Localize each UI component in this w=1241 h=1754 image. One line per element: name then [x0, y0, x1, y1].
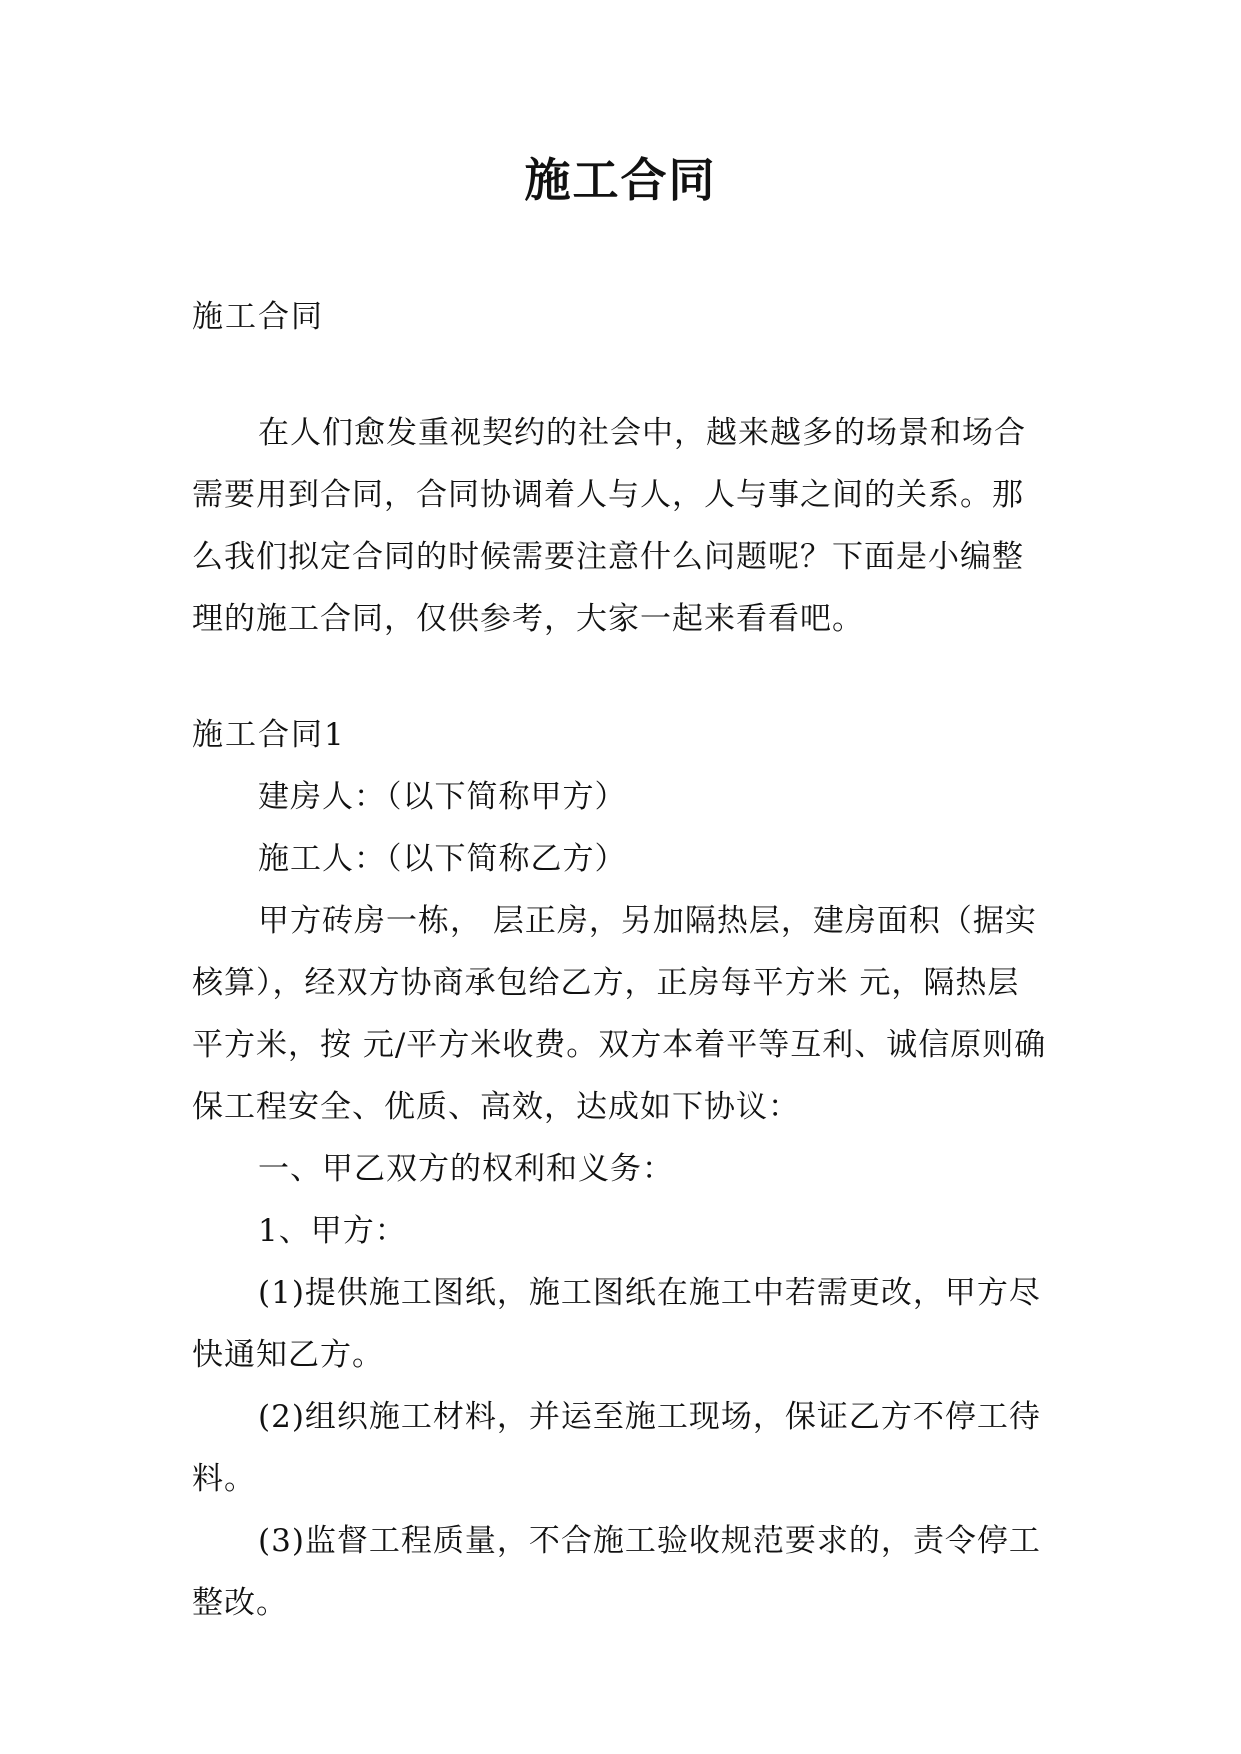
clause-item-2: (2)组织施工材料，并运至施工现场，保证乙方不停工待料。: [192, 1399, 1041, 1497]
intro-paragraph: 在人们愈发重视契约的社会中，越来越多的场景和场合需要用到合同，合同协调着人与人，人与事之间的关系。那么我们拟定合同的时候需要注意什么问题呢？下面是小编整理的施工合同，仅供参考，大家一起来看看吧。: [192, 415, 1026, 637]
clause-heading: 一、甲乙双方的权利和义务：: [258, 1151, 674, 1187]
clause-item-3: (3)监督工程质量，不合施工验收规范要求的，责令停工整改。: [192, 1523, 1041, 1621]
document-body: [192, 286, 1052, 1634]
party-a-subheading: 1、甲方：: [258, 1213, 407, 1249]
party-a-line: 建房人：（以下简称甲方）: [258, 779, 627, 815]
party-b-line: 施工人：（以下简称乙方）: [258, 841, 627, 877]
contract-1-heading: 施工合同1: [192, 717, 346, 753]
section-heading: 施工合同: [192, 299, 324, 335]
document-title: 施工合同: [524, 153, 717, 207]
overview-paragraph: 甲方砖房一栋， 层正房，另加隔热层，建房面积（据实核算），经双方协商承包给乙方，正房每平方米 元，隔热层 平方米，按 元/平方米收费。双方本着平等互利、诚信原则确保工程安全、优质、高效，达成如下协议：: [192, 903, 1047, 1125]
clause-item-1: (1)提供施工图纸，施工图纸在施工中若需更改，甲方尽快通知乙方。: [192, 1275, 1041, 1373]
